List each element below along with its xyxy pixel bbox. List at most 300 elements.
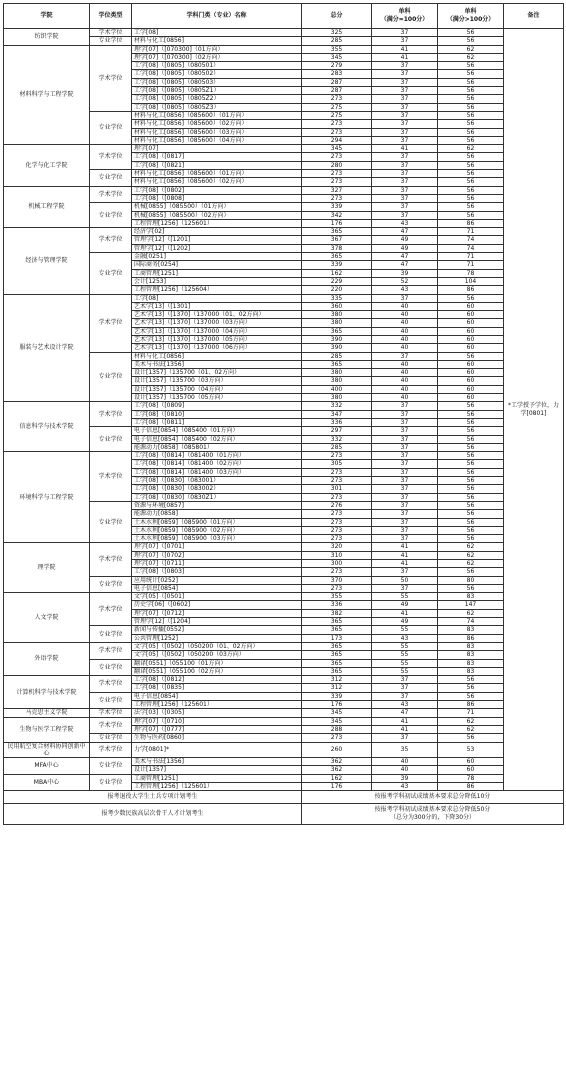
- total-score: 312: [302, 684, 372, 692]
- total-score: 390: [302, 335, 372, 343]
- discipline: 艺术学[13]（[1370]（137000（04方向）: [132, 327, 302, 335]
- discipline: 工程管理[1256]（125604）: [132, 286, 302, 294]
- discipline: 美术与书法[1356]: [132, 758, 302, 766]
- single-score-100: 37: [372, 153, 438, 161]
- single-score-over-100: 74: [438, 236, 504, 244]
- single-score-100: 43: [372, 286, 438, 294]
- single-score-over-100: 60: [438, 385, 504, 393]
- header-single-over-100: 单科 （满分>100分）: [438, 4, 504, 29]
- total-score: 390: [302, 344, 372, 352]
- single-score-100: 55: [372, 659, 438, 667]
- single-score-100: 37: [372, 452, 438, 460]
- degree-type: 专业学位: [90, 170, 132, 187]
- total-score: 273: [302, 468, 372, 476]
- single-score-over-100: 60: [438, 369, 504, 377]
- school-name: 纺织学院: [4, 29, 90, 46]
- single-score-over-100: 71: [438, 261, 504, 269]
- single-score-100: 37: [372, 103, 438, 111]
- total-score: 365: [302, 667, 372, 675]
- degree-type: 专业学位: [90, 37, 132, 45]
- degree-type: 学术学位: [90, 402, 132, 427]
- table-row: [4, 228, 564, 236]
- single-score-over-100: 56: [438, 294, 504, 302]
- single-score-over-100: 147: [438, 601, 504, 609]
- discipline: 理学[07]（[070300]（01方向）: [132, 45, 302, 53]
- total-score: 345: [302, 145, 372, 153]
- discipline: 艺术学[13]（[1370]（137000（01、02方向）: [132, 311, 302, 319]
- single-score-100: 37: [372, 95, 438, 103]
- single-score-over-100: 56: [438, 535, 504, 543]
- single-score-over-100: 62: [438, 45, 504, 53]
- single-score-over-100: 60: [438, 766, 504, 774]
- single-score-over-100: 62: [438, 53, 504, 61]
- single-score-100: 37: [372, 170, 438, 178]
- single-score-over-100: 60: [438, 319, 504, 327]
- single-score-100: 37: [372, 402, 438, 410]
- total-score: 362: [302, 758, 372, 766]
- single-score-over-100: 83: [438, 642, 504, 650]
- single-score-over-100: 56: [438, 427, 504, 435]
- school-name: 材料科学与工程学院: [4, 45, 90, 145]
- single-score-over-100: 56: [438, 186, 504, 194]
- discipline: 工学[08]（[0805]（080503）: [132, 78, 302, 86]
- single-score-over-100: 60: [438, 311, 504, 319]
- total-score: 332: [302, 402, 372, 410]
- single-score-100: 37: [372, 29, 438, 37]
- single-score-100: 55: [372, 642, 438, 650]
- single-score-over-100: 86: [438, 219, 504, 227]
- single-score-100: 37: [372, 120, 438, 128]
- total-score: 280: [302, 161, 372, 169]
- total-score: 285: [302, 352, 372, 360]
- total-score: 273: [302, 178, 372, 186]
- single-score-100: 37: [372, 186, 438, 194]
- school-name: 计算机科学与技术学院: [4, 676, 90, 709]
- single-score-100: 47: [372, 253, 438, 261]
- total-score: 365: [302, 360, 372, 368]
- total-score: 273: [302, 153, 372, 161]
- discipline: 电子信息[0854]: [132, 692, 302, 700]
- single-score-over-100: 56: [438, 62, 504, 70]
- single-score-100: 37: [372, 178, 438, 186]
- table-row: [4, 709, 564, 717]
- total-score: 260: [302, 742, 372, 758]
- discipline: 应用统计[0252]: [132, 576, 302, 584]
- discipline: 理学[07]（[0712]: [132, 609, 302, 617]
- discipline: 工学[08]（[0805]（080501）: [132, 62, 302, 70]
- total-score: 176: [302, 783, 372, 791]
- degree-type: 学术学位: [90, 228, 132, 253]
- discipline: 机械[0855]（085500）（02方向）: [132, 211, 302, 219]
- discipline: 工学[08]（[0805]（0805Z2）: [132, 95, 302, 103]
- single-score-100: 37: [372, 410, 438, 418]
- single-score-100: 37: [372, 427, 438, 435]
- discipline: 管理学[12]（[1201]: [132, 236, 302, 244]
- single-score-over-100: 56: [438, 443, 504, 451]
- discipline: 材料与化工[0856]: [132, 352, 302, 360]
- discipline: 土木水利[0859]（085900（01方向）: [132, 518, 302, 526]
- single-score-100: 40: [372, 311, 438, 319]
- single-score-100: 37: [372, 468, 438, 476]
- single-score-100: 37: [372, 477, 438, 485]
- discipline: 电子信息[0854]（085400（02方向）: [132, 435, 302, 443]
- table-row: [4, 145, 564, 153]
- total-score: 336: [302, 601, 372, 609]
- discipline: 新闻与传播[0552]: [132, 626, 302, 634]
- discipline: 工学[08]（[0835]: [132, 684, 302, 692]
- school-name: 化学与化工学院: [4, 145, 90, 186]
- total-score: 273: [302, 194, 372, 202]
- total-score: 365: [302, 642, 372, 650]
- discipline: 理学[07]（[0711]: [132, 560, 302, 568]
- school-name: 人文学院: [4, 593, 90, 643]
- discipline: 材料与化工[0856]（085600）（02方向）: [132, 120, 302, 128]
- degree-type: 专业学位: [90, 501, 132, 542]
- single-score-100: 37: [372, 584, 438, 592]
- single-score-over-100: 62: [438, 551, 504, 559]
- single-score-over-100: 53: [438, 742, 504, 758]
- total-score: 220: [302, 286, 372, 294]
- discipline: 工学[08]（[0814]（081400（03方向）: [132, 468, 302, 476]
- single-score-over-100: 56: [438, 734, 504, 742]
- single-score-100: 37: [372, 568, 438, 576]
- single-score-100: 40: [372, 327, 438, 335]
- discipline: 工学[08]（[0830]（083002）: [132, 485, 302, 493]
- total-score: 285: [302, 443, 372, 451]
- total-score: 301: [302, 485, 372, 493]
- footer-applicant-type: 报考少数民族高层次骨干人才计划考生: [4, 804, 302, 825]
- total-score: 345: [302, 709, 372, 717]
- single-score-over-100: 62: [438, 725, 504, 733]
- total-score: 362: [302, 766, 372, 774]
- single-score-over-100: 62: [438, 560, 504, 568]
- total-score: 285: [302, 37, 372, 45]
- total-score: 342: [302, 211, 372, 219]
- discipline: 电子信息[0854]（085400（01方向）: [132, 427, 302, 435]
- total-score: 273: [302, 452, 372, 460]
- discipline: 材料与化工[0856]: [132, 37, 302, 45]
- school-name: 服装与艺术设计学院: [4, 294, 90, 402]
- single-score-100: 37: [372, 136, 438, 144]
- discipline: 工学[08]（[0803]: [132, 568, 302, 576]
- table-row: [4, 758, 564, 766]
- discipline: 力学[0801]*: [132, 742, 302, 758]
- single-score-100: 40: [372, 385, 438, 393]
- discipline: 艺术学[13]（[1370]（137000（05方向）: [132, 335, 302, 343]
- footer-requirement: 按报考学科初试成绩基本要求总分降低50分 （总分为300分的，下降30分）: [302, 804, 564, 825]
- total-score: 273: [302, 568, 372, 576]
- total-score: 287: [302, 87, 372, 95]
- discipline: 工学[08]（[0809]: [132, 402, 302, 410]
- discipline: 理学[07]（[070300]（02方向）: [132, 53, 302, 61]
- discipline: 设计[1357]（135700（03方向）: [132, 377, 302, 385]
- discipline: 理学[07]: [132, 145, 302, 153]
- single-score-100: 37: [372, 203, 438, 211]
- single-score-100: 41: [372, 45, 438, 53]
- total-score: 347: [302, 410, 372, 418]
- single-score-over-100: 60: [438, 360, 504, 368]
- single-score-over-100: 60: [438, 327, 504, 335]
- single-score-over-100: 56: [438, 136, 504, 144]
- discipline: 能源动力[0858]: [132, 510, 302, 518]
- total-score: 365: [302, 228, 372, 236]
- discipline: 工学[08]（[0810]: [132, 410, 302, 418]
- single-score-over-100: 56: [438, 402, 504, 410]
- single-score-over-100: 56: [438, 435, 504, 443]
- single-score-over-100: 60: [438, 394, 504, 402]
- single-score-over-100: 56: [438, 568, 504, 576]
- single-score-over-100: 83: [438, 659, 504, 667]
- single-score-100: 41: [372, 560, 438, 568]
- total-score: 380: [302, 369, 372, 377]
- total-score: 300: [302, 560, 372, 568]
- total-score: 345: [302, 53, 372, 61]
- single-score-over-100: 56: [438, 518, 504, 526]
- discipline: 法学[03]（[0305]: [132, 709, 302, 717]
- total-score: 288: [302, 725, 372, 733]
- degree-type: 专业学位: [90, 734, 132, 742]
- discipline: 金融[0251]: [132, 253, 302, 261]
- single-score-over-100: 56: [438, 452, 504, 460]
- total-score: 283: [302, 70, 372, 78]
- single-score-100: 37: [372, 692, 438, 700]
- discipline: 文学[05]（[0501]: [132, 593, 302, 601]
- school-name: 民用航空复合材料协同创新中心: [4, 742, 90, 758]
- table-row: [4, 717, 564, 725]
- single-score-over-100: 56: [438, 692, 504, 700]
- single-score-over-100: 86: [438, 783, 504, 791]
- single-score-over-100: 56: [438, 128, 504, 136]
- discipline: 工学[08]（[0812]: [132, 676, 302, 684]
- single-score-over-100: 56: [438, 194, 504, 202]
- single-score-over-100: 60: [438, 344, 504, 352]
- discipline: 土木水利[0859]（085900（03方向）: [132, 535, 302, 543]
- single-score-100: 41: [372, 609, 438, 617]
- table-row: [4, 29, 564, 37]
- single-score-100: 47: [372, 709, 438, 717]
- total-score: 273: [302, 535, 372, 543]
- total-score: 400: [302, 385, 372, 393]
- single-score-over-100: 56: [438, 78, 504, 86]
- degree-type: 学术学位: [90, 642, 132, 659]
- single-score-100: 37: [372, 493, 438, 501]
- single-score-100: 40: [372, 394, 438, 402]
- single-score-over-100: 62: [438, 543, 504, 551]
- total-score: 339: [302, 203, 372, 211]
- discipline: 设计[1357]: [132, 766, 302, 774]
- discipline: 理学[07]（[0701]: [132, 543, 302, 551]
- total-score: 365: [302, 618, 372, 626]
- single-score-100: 37: [372, 443, 438, 451]
- single-score-over-100: 86: [438, 701, 504, 709]
- total-score: 275: [302, 111, 372, 119]
- single-score-over-100: 78: [438, 269, 504, 277]
- total-score: 310: [302, 551, 372, 559]
- discipline: 工学[08]（[0814]（081400（02方向）: [132, 460, 302, 468]
- discipline: 工学[08]（[0802]: [132, 186, 302, 194]
- header-single-100: 单科 （满分=100分）: [372, 4, 438, 29]
- single-score-over-100: 56: [438, 501, 504, 509]
- degree-type: 专业学位: [90, 576, 132, 593]
- total-score: 332: [302, 435, 372, 443]
- degree-type: 专业学位: [90, 692, 132, 709]
- single-score-over-100: 83: [438, 626, 504, 634]
- single-score-100: 47: [372, 228, 438, 236]
- single-score-over-100: 80: [438, 576, 504, 584]
- discipline: 公共管理[1252]: [132, 634, 302, 642]
- degree-type: 专业学位: [90, 203, 132, 228]
- single-score-100: 55: [372, 651, 438, 659]
- discipline: 能源动力[0858]（085801）: [132, 443, 302, 451]
- single-score-100: 49: [372, 601, 438, 609]
- school-name: 经济与管理学院: [4, 228, 90, 294]
- total-score: 380: [302, 311, 372, 319]
- discipline: 工学[08]（[0808]: [132, 194, 302, 202]
- discipline: 工学[08]（[0805]（0805Z1）: [132, 87, 302, 95]
- degree-type: 学术学位: [90, 452, 132, 502]
- degree-type: 专业学位: [90, 659, 132, 676]
- single-score-over-100: 74: [438, 618, 504, 626]
- discipline: 工学[08]（[0830]（083001）: [132, 477, 302, 485]
- total-score: 335: [302, 294, 372, 302]
- discipline: 材料与化工[0856]（085600）（04方向）: [132, 136, 302, 144]
- single-score-over-100: 56: [438, 584, 504, 592]
- discipline: 历史学[06]（[0602]: [132, 601, 302, 609]
- single-score-100: 43: [372, 701, 438, 709]
- single-score-100: 40: [372, 766, 438, 774]
- discipline: 工学[08]: [132, 294, 302, 302]
- total-score: 273: [302, 95, 372, 103]
- header-school: 学院: [4, 4, 90, 29]
- single-score-100: 49: [372, 236, 438, 244]
- discipline: 工学[08]（[0830]（0830Z1）: [132, 493, 302, 501]
- discipline: 工学[08]（[0811]: [132, 418, 302, 426]
- footer-row: [4, 791, 564, 804]
- discipline: 翻译[0551]（055100（01方向）: [132, 659, 302, 667]
- single-score-over-100: 56: [438, 37, 504, 45]
- single-score-100: 40: [372, 319, 438, 327]
- single-score-100: 37: [372, 78, 438, 86]
- footer-row: [4, 804, 564, 825]
- degree-type: 学术学位: [90, 676, 132, 693]
- total-score: 273: [302, 493, 372, 501]
- total-score: 312: [302, 676, 372, 684]
- school-name: MBA中心: [4, 774, 90, 791]
- total-score: 320: [302, 543, 372, 551]
- total-score: 273: [302, 128, 372, 136]
- degree-type: 专业学位: [90, 427, 132, 452]
- total-score: 339: [302, 261, 372, 269]
- total-score: 273: [302, 584, 372, 592]
- single-score-100: 37: [372, 87, 438, 95]
- single-score-100: 37: [372, 485, 438, 493]
- single-score-over-100: 56: [438, 203, 504, 211]
- single-score-over-100: 56: [438, 684, 504, 692]
- single-score-100: 47: [372, 261, 438, 269]
- single-score-over-100: 56: [438, 468, 504, 476]
- single-score-100: 37: [372, 294, 438, 302]
- single-score-100: 37: [372, 37, 438, 45]
- total-score: 273: [302, 734, 372, 742]
- total-score: 273: [302, 510, 372, 518]
- single-score-100: 40: [372, 377, 438, 385]
- single-score-over-100: 56: [438, 676, 504, 684]
- single-score-over-100: 62: [438, 609, 504, 617]
- total-score: 297: [302, 427, 372, 435]
- table-row: [4, 452, 564, 460]
- table-row: [4, 186, 564, 194]
- table-body: [4, 29, 564, 825]
- single-score-over-100: 56: [438, 161, 504, 169]
- single-score-100: 37: [372, 676, 438, 684]
- single-score-100: 37: [372, 684, 438, 692]
- single-score-over-100: 71: [438, 253, 504, 261]
- single-score-over-100: 56: [438, 120, 504, 128]
- degree-type: 专业学位: [90, 758, 132, 775]
- table-row: [4, 593, 564, 601]
- single-score-100: 37: [372, 128, 438, 136]
- total-score: 365: [302, 253, 372, 261]
- single-score-100: 55: [372, 593, 438, 601]
- single-score-over-100: 104: [438, 277, 504, 285]
- single-score-100: 37: [372, 62, 438, 70]
- total-score: 176: [302, 219, 372, 227]
- single-score-100: 41: [372, 53, 438, 61]
- header-degree-type: 学位类型: [90, 4, 132, 29]
- discipline: 材料与化工[0856]（085600）（01方向）: [132, 111, 302, 119]
- single-score-over-100: 56: [438, 87, 504, 95]
- school-name: MFA中心: [4, 758, 90, 775]
- total-score: 370: [302, 576, 372, 584]
- table-row: [4, 642, 564, 650]
- total-score: 276: [302, 501, 372, 509]
- single-score-over-100: 56: [438, 170, 504, 178]
- degree-type: 学术学位: [90, 593, 132, 626]
- single-score-over-100: 56: [438, 485, 504, 493]
- discipline: 工学[08]: [132, 29, 302, 37]
- single-score-100: 55: [372, 667, 438, 675]
- single-score-over-100: 56: [438, 410, 504, 418]
- discipline: 经济学[02]: [132, 228, 302, 236]
- discipline: 土木水利[0859]（085900（02方向）: [132, 526, 302, 534]
- single-score-over-100: 56: [438, 477, 504, 485]
- single-score-100: 37: [372, 211, 438, 219]
- single-score-over-100: 56: [438, 460, 504, 468]
- single-score-100: 40: [372, 335, 438, 343]
- discipline: 工学[08]（[0814]（081400（01方向）: [132, 452, 302, 460]
- single-score-over-100: 56: [438, 526, 504, 534]
- single-score-100: 50: [372, 576, 438, 584]
- single-score-100: 37: [372, 161, 438, 169]
- single-score-100: 43: [372, 219, 438, 227]
- discipline: 理学[07]（[0710]: [132, 717, 302, 725]
- total-score: 378: [302, 244, 372, 252]
- degree-type: 专业学位: [90, 111, 132, 144]
- total-score: 355: [302, 45, 372, 53]
- score-table: [3, 3, 564, 825]
- discipline: 美术与书法[1356]: [132, 360, 302, 368]
- single-score-100: 40: [372, 758, 438, 766]
- single-score-over-100: 56: [438, 111, 504, 119]
- single-score-100: 37: [372, 111, 438, 119]
- discipline: 艺术学[13]（[1370]（137000（06方向）: [132, 344, 302, 352]
- single-score-over-100: 56: [438, 418, 504, 426]
- discipline: 国际商务[0254]: [132, 261, 302, 269]
- degree-type: 专业学位: [90, 626, 132, 643]
- single-score-100: 37: [372, 518, 438, 526]
- single-score-over-100: 56: [438, 103, 504, 111]
- table-row: [4, 402, 564, 410]
